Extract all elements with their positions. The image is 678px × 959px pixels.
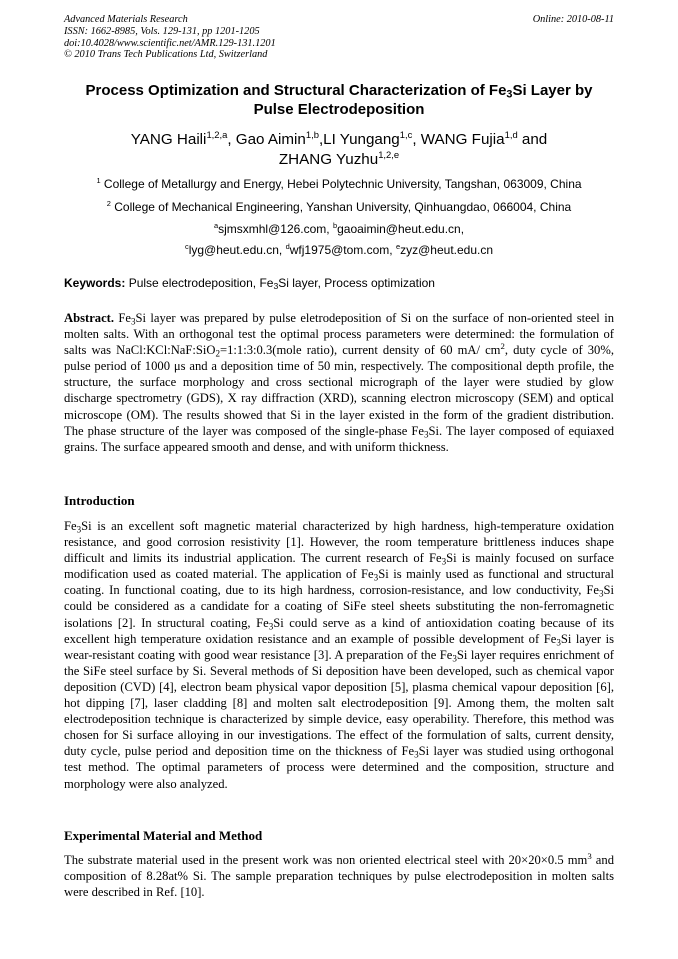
email-address[interactable]: wfj1975@tom.com,	[289, 243, 396, 257]
paper-title	[50, 81, 628, 119]
author-name: ,LI Yungang	[318, 131, 400, 148]
email-mark: d	[285, 242, 290, 251]
subscript: 3	[598, 588, 604, 599]
author-affil-mark: 1,d	[504, 128, 518, 140]
email-line-2	[40, 243, 638, 257]
experimental-paragraph	[64, 852, 614, 900]
affil-mark: 2	[106, 199, 111, 208]
online-date: Online: 2010-08-11	[532, 14, 614, 25]
affiliation-2	[40, 200, 638, 214]
doi-line: doi:10.4028/www.scientific.net/AMR.129-131.1201	[64, 37, 276, 49]
intro-text: Si is an excellent soft magnetic material characterized by high hardness, high-temperature oxidation resistance, and good corrosion resistivity [1]. However, the room temperature brittleness induces shape difficult and limits its industrial application. The current research of Fe	[64, 519, 614, 566]
abstract-text: Si. The layer composed of equiaxed grains. The surface appeared smooth and dense, and with uniform thickness.	[64, 423, 614, 454]
subscript: 3	[414, 749, 419, 760]
author-name: , WANG Fujia	[412, 131, 505, 148]
title-subscript: 3	[506, 88, 513, 101]
email-mark: a	[213, 221, 219, 230]
author-name: , Gao Aimin	[227, 131, 306, 148]
author-conjunction: and	[517, 131, 548, 148]
title-text: Process Optimization and Structural Characterization of Fe	[85, 82, 507, 99]
section-heading-introduction: Introduction	[64, 493, 135, 508]
author-affil-mark: 1,2,a	[206, 128, 228, 140]
subscript: 3	[441, 556, 447, 567]
keywords	[64, 276, 624, 290]
subscript: 2	[215, 348, 221, 359]
email-address[interactable]: zyz@heut.edu.cn	[400, 243, 494, 257]
introduction-paragraph	[64, 518, 614, 792]
author-name: ZHANG Yuzhu	[278, 151, 379, 168]
copyright-line: © 2010 Trans Tech Publications Ltd, Switzerland	[64, 49, 268, 61]
subscript: 3	[373, 572, 379, 583]
intro-text: Si layer was studied using orthogonal test method. The optimal parameters of process were determined and the composition, structure and morphology were also analyzed.	[64, 744, 615, 791]
email-address[interactable]: lyg@heut.edu.cn,	[188, 243, 286, 257]
subscript: 3	[131, 316, 136, 327]
intro-text: Fe	[64, 519, 77, 533]
superscript: 3	[587, 850, 592, 861]
abstract-paragraph	[64, 310, 614, 455]
superscript: 2	[500, 341, 505, 351]
subscript: 3	[76, 524, 82, 535]
email-mark: b	[332, 221, 338, 230]
author-affil-mark: 1,c	[399, 128, 413, 140]
subscript: 3	[268, 620, 274, 631]
keywords-label: Keywords:	[64, 276, 126, 290]
abstract-text: Si layer was prepared by pulse eletrodeposition of Si on the surface of non-oriented steel in molten salts. With an orthogonal test the optimal process parameters were determined: the formulation of salts was NaCl:KCl:NaF:SiO	[64, 311, 614, 358]
intro-text: Si layer is wear-resistant coating with good wear resistance [3]. A preparation of the Fe	[64, 631, 614, 662]
intro-text: Si layer requires enrichment of the SiFe steel surface by Si. Several methods of Si deposition have been developed, such as chemical vapor deposition (CVD) [4], electron beam physical vapor deposition [5], plasma chemical vapour deposition [6], hot dipping [7], laser cladding [8] and molten salt electrodeposition [9]. Among them, the molten salt electrodeposition technique is characterized by simple device, easy operability. Therefore, this method was chosen for Si surface alloying in our investigations. The effect of the formulation of salts, current density, duty cycle, pulse period and deposition time on the thickness of Fe	[64, 647, 615, 759]
affil-text: College of Mechanical Engineering, Yanshan University, Qinhuangdao, 066004, China	[110, 200, 572, 214]
title-text: Si Layer by	[512, 82, 593, 99]
author-list	[50, 130, 628, 170]
subscript: 3	[556, 636, 561, 647]
author-affil-mark: 1,2,e	[378, 148, 400, 160]
abstract-text: =1:1:3:0.3(mole ratio), current density of 60 mA/ cm	[220, 343, 501, 358]
keywords-text: Pulse electrodeposition, Fe	[125, 276, 274, 290]
affil-mark: 1	[96, 176, 101, 185]
email-mark: e	[395, 242, 401, 251]
intro-text: Si is mainly used as functional and structural coating. In functional coating, due to its high hardness, corrosion-resistance, and low conductivity, Fe	[64, 567, 614, 598]
experimental-text: The substrate material used in the present work was non oriented electrical steel with 20×20×0.5 mm	[64, 853, 588, 867]
abstract-label: Abstract.	[64, 311, 115, 325]
subscript: 3	[452, 653, 457, 664]
email-address[interactable]: sjmsxmhl@126.com,	[218, 222, 333, 236]
issn-line: ISSN: 1662-8985, Vols. 129-131, pp 1201-1205	[64, 25, 260, 37]
email-mark: c	[184, 242, 189, 251]
affiliation-1	[40, 177, 638, 191]
intro-text: Si could serve as a kind of antioxidation coating because of its excellent high temperature oxidation resistance and an example of possible development of Fe	[64, 615, 614, 646]
subscript: 3	[424, 428, 429, 439]
email-line-1	[40, 222, 638, 236]
author-affil-mark: 1,b	[305, 128, 319, 140]
section-heading-experimental: Experimental Material and Method	[64, 828, 263, 843]
abstract-text: Fe	[114, 311, 131, 325]
experimental-text: and composition of 8.28at% Si. The sample preparation techniques by pulse electrodeposition in molten salts were described in Ref. [10].	[64, 853, 614, 900]
journal-name: Advanced Materials Research	[64, 14, 188, 25]
author-name: YANG Haili	[130, 131, 207, 148]
title-line-2: Pulse Electrodeposition	[253, 101, 425, 118]
affil-text: College of Metallurgy and Energy, Hebei Polytechnic University, Tangshan, 063009, China	[100, 177, 582, 191]
email-address[interactable]: gaoaimin@heut.edu.cn,	[337, 222, 465, 236]
journal-header	[64, 14, 276, 61]
intro-text: Si could be considered as a candidate for a coating of SiFe steel sheets substituting the non-ferromagnetic isolations [2]. In structural coating, Fe	[64, 583, 614, 630]
abstract-text: , duty cycle of 30%, pulse period of 1000 μs and a deposition time of 50 min, respectively. The compositional depth profile, the structure, the surface morphology and cross sectional micrograph of the layer were studied by glow discharge spectrometry (GDS), X ray diffraction (XRD), scanning electron microscopy (SEM) and optical microscope (OM). The results showed that Si in the layer existed in the form of the gradient distribution. The phase structure of the layer was composed of the single-phase Fe	[64, 343, 614, 438]
subscript: 3	[273, 281, 279, 292]
keywords-text: Si layer, Process optimization	[278, 276, 435, 290]
intro-text: Si is mainly focused on surface modification used as coated material. The application of Fe	[64, 551, 614, 582]
